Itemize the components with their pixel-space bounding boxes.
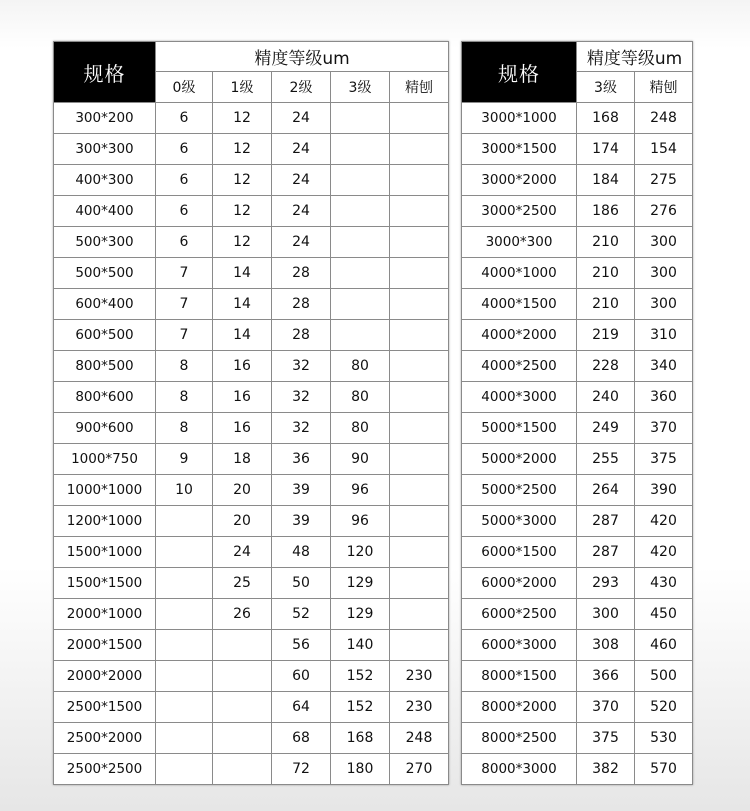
spec-size-cell: 500*300	[54, 227, 156, 258]
table-row	[54, 320, 449, 351]
value-cell: 14	[213, 258, 272, 289]
grade-header: 1级	[213, 72, 272, 103]
spec-size-cell: 8000*1500	[462, 661, 577, 692]
spec-size-cell: 5000*1500	[462, 413, 577, 444]
table-row	[54, 382, 449, 413]
value-cell: 90	[331, 444, 390, 475]
grade-header: 3级	[331, 72, 390, 103]
table-row	[54, 227, 449, 258]
value-cell: 24	[272, 227, 331, 258]
value-cell	[213, 754, 272, 785]
value-cell: 570	[635, 754, 693, 785]
value-cell: 48	[272, 537, 331, 568]
value-cell	[390, 320, 449, 351]
value-cell: 240	[577, 382, 635, 413]
spec-size-cell: 1500*1000	[54, 537, 156, 568]
value-cell: 248	[635, 103, 693, 134]
table-row	[54, 165, 449, 196]
value-cell	[213, 692, 272, 723]
value-cell	[390, 568, 449, 599]
value-cell: 152	[331, 661, 390, 692]
value-cell: 80	[331, 413, 390, 444]
grade-header: 0级	[156, 72, 213, 103]
spec-size-cell: 2500*2500	[54, 754, 156, 785]
table-row	[54, 351, 449, 382]
value-cell: 174	[577, 134, 635, 165]
value-cell: 180	[331, 754, 390, 785]
value-cell: 20	[213, 506, 272, 537]
table-row	[54, 723, 449, 754]
value-cell: 72	[272, 754, 331, 785]
value-cell	[390, 413, 449, 444]
spec-size-cell: 600*500	[54, 320, 156, 351]
value-cell: 249	[577, 413, 635, 444]
spec-size-cell: 4000*3000	[462, 382, 577, 413]
spec-size-cell: 3000*2500	[462, 196, 577, 227]
table-row	[462, 599, 693, 630]
value-cell: 9	[156, 444, 213, 475]
value-cell: 210	[577, 289, 635, 320]
spec-size-cell: 3000*1000	[462, 103, 577, 134]
table-row	[54, 568, 449, 599]
spec-size-cell: 800*600	[54, 382, 156, 413]
table-row	[462, 165, 693, 196]
value-cell: 24	[213, 537, 272, 568]
spec-size-cell: 4000*2500	[462, 351, 577, 382]
spec-size-cell: 4000*2000	[462, 320, 577, 351]
value-cell: 230	[390, 661, 449, 692]
value-cell: 16	[213, 351, 272, 382]
spec-size-cell: 1500*1500	[54, 568, 156, 599]
table-row	[54, 692, 449, 723]
value-cell: 24	[272, 165, 331, 196]
value-cell: 154	[635, 134, 693, 165]
value-cell: 12	[213, 196, 272, 227]
spec-size-cell: 2500*1500	[54, 692, 156, 723]
left-spec-table	[53, 41, 449, 785]
value-cell: 340	[635, 351, 693, 382]
table-row	[54, 475, 449, 506]
table-row	[462, 506, 693, 537]
value-cell: 60	[272, 661, 331, 692]
table-row	[54, 413, 449, 444]
table-row	[462, 227, 693, 258]
value-cell	[390, 630, 449, 661]
table-row	[54, 661, 449, 692]
value-cell	[390, 289, 449, 320]
value-cell	[390, 537, 449, 568]
value-cell	[213, 723, 272, 754]
spec-size-cell: 5000*2500	[462, 475, 577, 506]
value-cell: 24	[272, 103, 331, 134]
spec-size-cell: 8000*2000	[462, 692, 577, 723]
value-cell	[390, 599, 449, 630]
value-cell: 6	[156, 103, 213, 134]
value-cell: 300	[635, 289, 693, 320]
table-row	[462, 630, 693, 661]
spec-size-cell: 1200*1000	[54, 506, 156, 537]
table-row	[462, 723, 693, 754]
grade-header: 精刨	[390, 72, 449, 103]
spec-size-cell: 5000*3000	[462, 506, 577, 537]
value-cell	[390, 134, 449, 165]
table-row	[54, 506, 449, 537]
value-cell: 184	[577, 165, 635, 196]
table-row	[54, 537, 449, 568]
value-cell: 366	[577, 661, 635, 692]
value-cell: 255	[577, 444, 635, 475]
value-cell: 520	[635, 692, 693, 723]
spec-size-cell: 800*500	[54, 351, 156, 382]
value-cell: 32	[272, 382, 331, 413]
spec-size-cell: 2000*2000	[54, 661, 156, 692]
value-cell: 96	[331, 475, 390, 506]
value-cell: 39	[272, 475, 331, 506]
value-cell: 26	[213, 599, 272, 630]
value-cell: 8	[156, 351, 213, 382]
value-cell: 287	[577, 537, 635, 568]
spec-size-cell: 1000*1000	[54, 475, 156, 506]
spec-size-cell: 4000*1000	[462, 258, 577, 289]
value-cell: 6	[156, 165, 213, 196]
value-cell	[390, 227, 449, 258]
value-cell: 375	[577, 723, 635, 754]
value-cell: 420	[635, 506, 693, 537]
table-row	[462, 692, 693, 723]
value-cell: 32	[272, 351, 331, 382]
value-cell: 264	[577, 475, 635, 506]
value-cell: 228	[577, 351, 635, 382]
value-cell	[156, 723, 213, 754]
value-cell	[156, 599, 213, 630]
value-cell: 248	[390, 723, 449, 754]
value-cell: 430	[635, 568, 693, 599]
table-row	[462, 134, 693, 165]
value-cell: 375	[635, 444, 693, 475]
table-row	[54, 754, 449, 785]
table-row	[54, 289, 449, 320]
right-spec-table	[461, 41, 693, 785]
value-cell: 186	[577, 196, 635, 227]
value-cell: 6	[156, 227, 213, 258]
value-cell	[390, 196, 449, 227]
value-cell: 80	[331, 351, 390, 382]
table-row	[54, 258, 449, 289]
spec-size-cell: 6000*1500	[462, 537, 577, 568]
table-row	[462, 568, 693, 599]
value-cell: 28	[272, 258, 331, 289]
value-cell: 56	[272, 630, 331, 661]
value-cell: 28	[272, 289, 331, 320]
value-cell: 39	[272, 506, 331, 537]
value-cell: 276	[635, 196, 693, 227]
value-cell: 129	[331, 568, 390, 599]
value-cell	[390, 444, 449, 475]
spec-size-cell: 3000*2000	[462, 165, 577, 196]
spec-size-cell: 400*300	[54, 165, 156, 196]
value-cell	[213, 630, 272, 661]
spec-size-cell: 2000*1500	[54, 630, 156, 661]
table-row	[54, 630, 449, 661]
value-cell: 120	[331, 537, 390, 568]
table-row	[462, 258, 693, 289]
table-row	[462, 754, 693, 785]
value-cell	[390, 258, 449, 289]
table-row	[54, 103, 449, 134]
value-cell: 52	[272, 599, 331, 630]
grade-header: 精刨	[635, 72, 693, 103]
value-cell: 64	[272, 692, 331, 723]
value-cell: 36	[272, 444, 331, 475]
value-cell: 12	[213, 165, 272, 196]
value-cell: 300	[635, 227, 693, 258]
value-cell: 18	[213, 444, 272, 475]
spec-size-cell: 6000*3000	[462, 630, 577, 661]
accuracy-grade-header: 精度等级um	[577, 42, 693, 72]
value-cell	[156, 630, 213, 661]
value-cell: 32	[272, 413, 331, 444]
value-cell: 96	[331, 506, 390, 537]
value-cell: 270	[390, 754, 449, 785]
table-row	[54, 196, 449, 227]
value-cell: 24	[272, 196, 331, 227]
table-row	[462, 537, 693, 568]
value-cell: 10	[156, 475, 213, 506]
spec-size-cell: 900*600	[54, 413, 156, 444]
spec-size-cell: 300*300	[54, 134, 156, 165]
value-cell: 382	[577, 754, 635, 785]
value-cell	[390, 103, 449, 134]
spec-size-cell: 8000*3000	[462, 754, 577, 785]
value-cell: 370	[577, 692, 635, 723]
spec-header: 规格	[54, 42, 156, 103]
value-cell: 80	[331, 382, 390, 413]
value-cell: 210	[577, 258, 635, 289]
value-cell	[390, 475, 449, 506]
value-cell	[331, 196, 390, 227]
value-cell: 129	[331, 599, 390, 630]
spec-size-cell: 2500*2000	[54, 723, 156, 754]
spec-size-cell: 600*400	[54, 289, 156, 320]
value-cell: 20	[213, 475, 272, 506]
value-cell: 360	[635, 382, 693, 413]
value-cell: 287	[577, 506, 635, 537]
value-cell: 460	[635, 630, 693, 661]
value-cell	[156, 661, 213, 692]
table-row	[462, 196, 693, 227]
table-row	[462, 661, 693, 692]
value-cell	[331, 103, 390, 134]
spec-size-cell: 500*500	[54, 258, 156, 289]
value-cell: 308	[577, 630, 635, 661]
value-cell: 12	[213, 227, 272, 258]
value-cell: 500	[635, 661, 693, 692]
value-cell: 390	[635, 475, 693, 506]
value-cell: 24	[272, 134, 331, 165]
value-cell: 14	[213, 320, 272, 351]
table-row	[462, 444, 693, 475]
value-cell: 370	[635, 413, 693, 444]
value-cell	[156, 537, 213, 568]
value-cell: 140	[331, 630, 390, 661]
value-cell	[156, 754, 213, 785]
spec-size-cell: 5000*2000	[462, 444, 577, 475]
value-cell	[390, 351, 449, 382]
spec-header: 规格	[462, 42, 577, 103]
value-cell: 300	[577, 599, 635, 630]
accuracy-grade-header: 精度等级um	[156, 42, 449, 72]
spec-size-cell: 3000*1500	[462, 134, 577, 165]
table-row	[462, 382, 693, 413]
value-cell	[331, 320, 390, 351]
spec-size-cell: 6000*2500	[462, 599, 577, 630]
spec-size-cell: 4000*1500	[462, 289, 577, 320]
value-cell: 230	[390, 692, 449, 723]
spec-size-cell: 2000*1000	[54, 599, 156, 630]
value-cell: 450	[635, 599, 693, 630]
value-cell	[331, 134, 390, 165]
table-row	[462, 289, 693, 320]
table-row	[462, 320, 693, 351]
value-cell: 420	[635, 537, 693, 568]
value-cell: 168	[331, 723, 390, 754]
value-cell: 25	[213, 568, 272, 599]
spec-size-cell: 400*400	[54, 196, 156, 227]
table-row	[54, 134, 449, 165]
value-cell	[390, 382, 449, 413]
value-cell: 168	[577, 103, 635, 134]
value-cell: 210	[577, 227, 635, 258]
value-cell: 152	[331, 692, 390, 723]
value-cell: 8	[156, 382, 213, 413]
spec-size-cell: 300*200	[54, 103, 156, 134]
table-row	[462, 103, 693, 134]
spec-size-cell: 1000*750	[54, 444, 156, 475]
table-row	[462, 475, 693, 506]
value-cell: 6	[156, 134, 213, 165]
value-cell: 310	[635, 320, 693, 351]
value-cell	[331, 258, 390, 289]
value-cell: 6	[156, 196, 213, 227]
value-cell	[331, 165, 390, 196]
value-cell: 12	[213, 134, 272, 165]
value-cell: 50	[272, 568, 331, 599]
value-cell	[390, 165, 449, 196]
value-cell: 275	[635, 165, 693, 196]
table-row	[54, 444, 449, 475]
value-cell: 300	[635, 258, 693, 289]
value-cell: 530	[635, 723, 693, 754]
table-row	[54, 599, 449, 630]
value-cell: 8	[156, 413, 213, 444]
value-cell: 7	[156, 320, 213, 351]
value-cell: 7	[156, 258, 213, 289]
value-cell	[331, 227, 390, 258]
value-cell	[156, 506, 213, 537]
value-cell	[156, 568, 213, 599]
value-cell: 68	[272, 723, 331, 754]
value-cell	[156, 692, 213, 723]
spec-size-cell: 3000*300	[462, 227, 577, 258]
table-row	[462, 351, 693, 382]
spec-size-cell: 8000*2500	[462, 723, 577, 754]
value-cell: 16	[213, 413, 272, 444]
value-cell: 28	[272, 320, 331, 351]
value-cell	[390, 506, 449, 537]
value-cell: 16	[213, 382, 272, 413]
value-cell: 293	[577, 568, 635, 599]
grade-header: 2级	[272, 72, 331, 103]
value-cell: 7	[156, 289, 213, 320]
value-cell: 14	[213, 289, 272, 320]
value-cell: 219	[577, 320, 635, 351]
table-row	[462, 413, 693, 444]
spec-size-cell: 6000*2000	[462, 568, 577, 599]
grade-header: 3级	[577, 72, 635, 103]
value-cell	[213, 661, 272, 692]
value-cell	[331, 289, 390, 320]
value-cell: 12	[213, 103, 272, 134]
